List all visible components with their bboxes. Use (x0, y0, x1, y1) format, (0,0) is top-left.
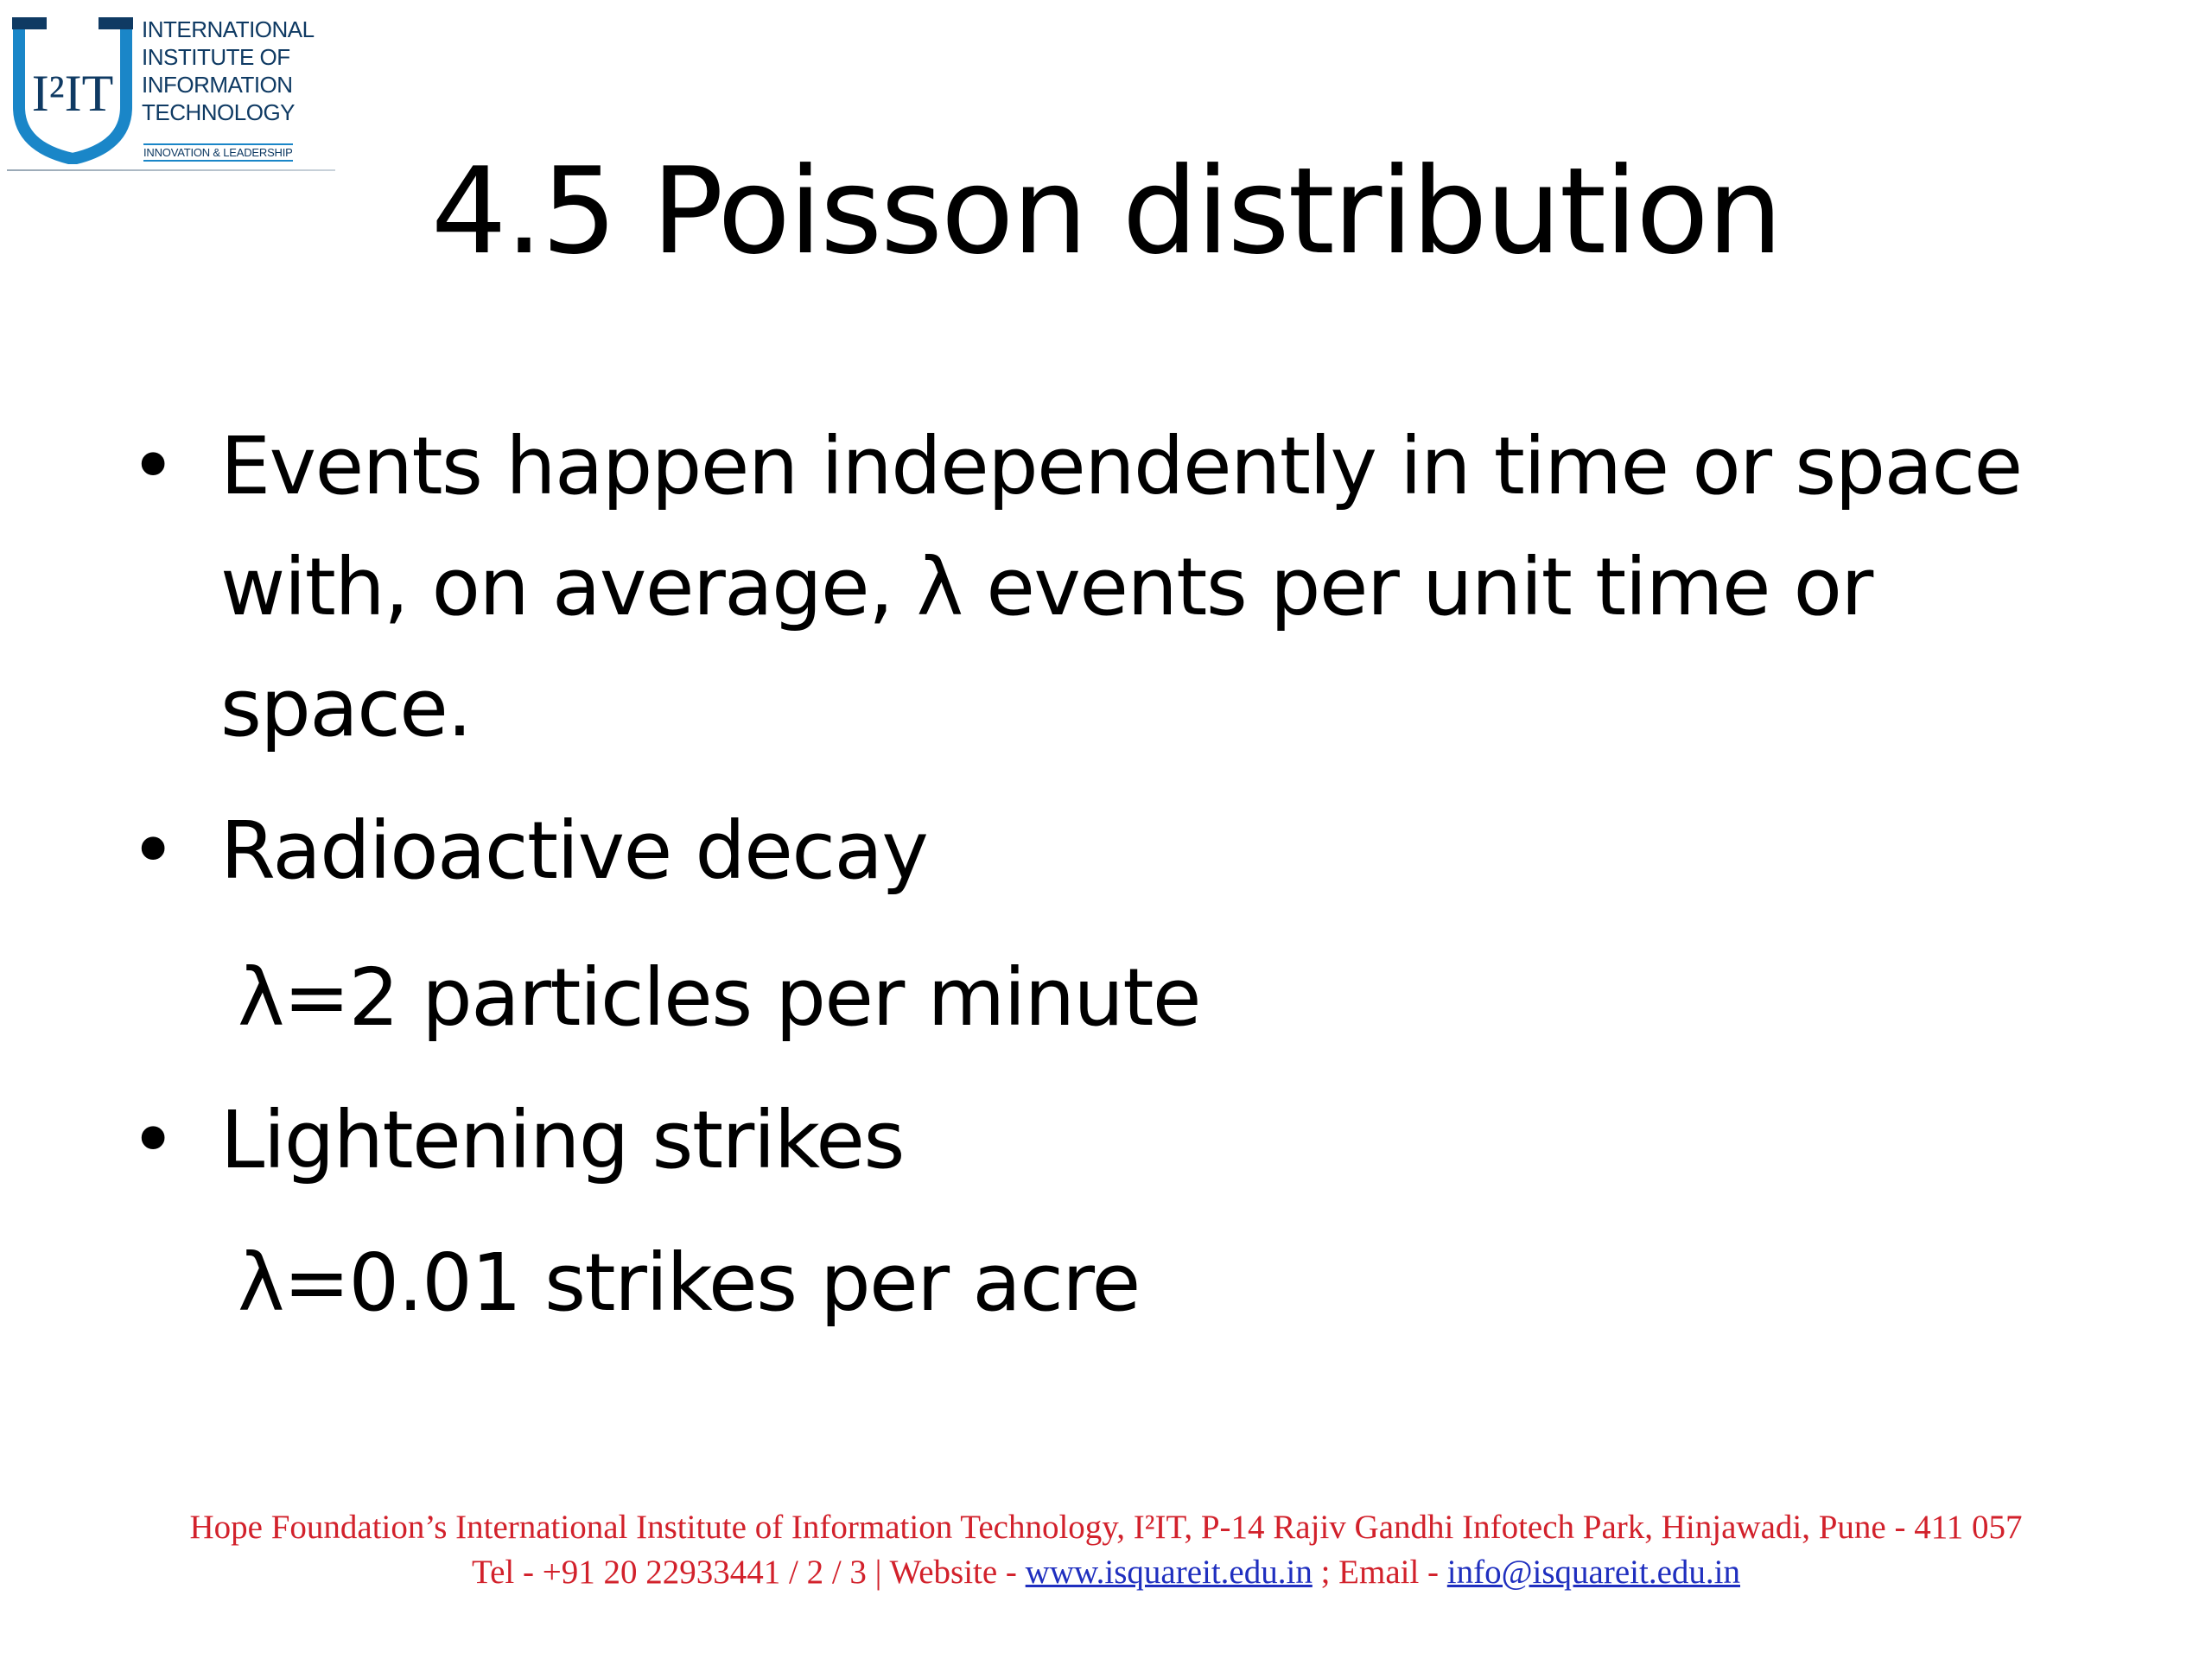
website-link[interactable]: www.isquareit.edu.in (1025, 1554, 1313, 1591)
bullet-marker: • (130, 804, 175, 897)
logo-wordmark (142, 16, 315, 126)
bullet-marker: • (130, 1094, 175, 1186)
bullet-text: Events happen independently in time or space (220, 420, 2022, 512)
slide-footer (0, 1505, 2212, 1595)
bullet-text: space. (220, 662, 472, 754)
logo-line: INFORMATION (142, 72, 293, 98)
footer-phone: Tel - +91 20 22933441 / 2 / 3 | Website - (472, 1554, 1026, 1591)
logo-line: INTERNATIONAL (142, 16, 315, 42)
bullet-text: Lightening strikes (220, 1094, 904, 1186)
logo-line: INSTITUTE OF (142, 44, 290, 70)
footer-contact (0, 1550, 2212, 1595)
example-rate: λ=0.01 strikes per acre (238, 1236, 1140, 1329)
example-rate: λ=2 particles per minute (238, 951, 1200, 1044)
logo-mark-text: I²IT (31, 65, 114, 122)
footer-address: Hope Foundation’s International Institute of Information Technology, I²IT, P-14 Rajiv Gandhi Infotech Park, Hinjawadi, Pune - 411 057 (189, 1509, 2023, 1546)
footer-email-label: ; Email - (1312, 1554, 1447, 1591)
email-link[interactable]: info@isquareit.edu.in (1446, 1554, 1740, 1591)
logo-line: TECHNOLOGY (142, 99, 296, 125)
logo-tagline: INNOVATION & LEADERSHIP (143, 143, 293, 162)
slide-title: 4.5 Poisson distribution (430, 142, 1782, 281)
bullet-marker: • (130, 420, 175, 512)
bullet-text: Radioactive decay (220, 804, 928, 897)
bullet-text: with, on average, λ events per unit time or (220, 541, 1872, 633)
